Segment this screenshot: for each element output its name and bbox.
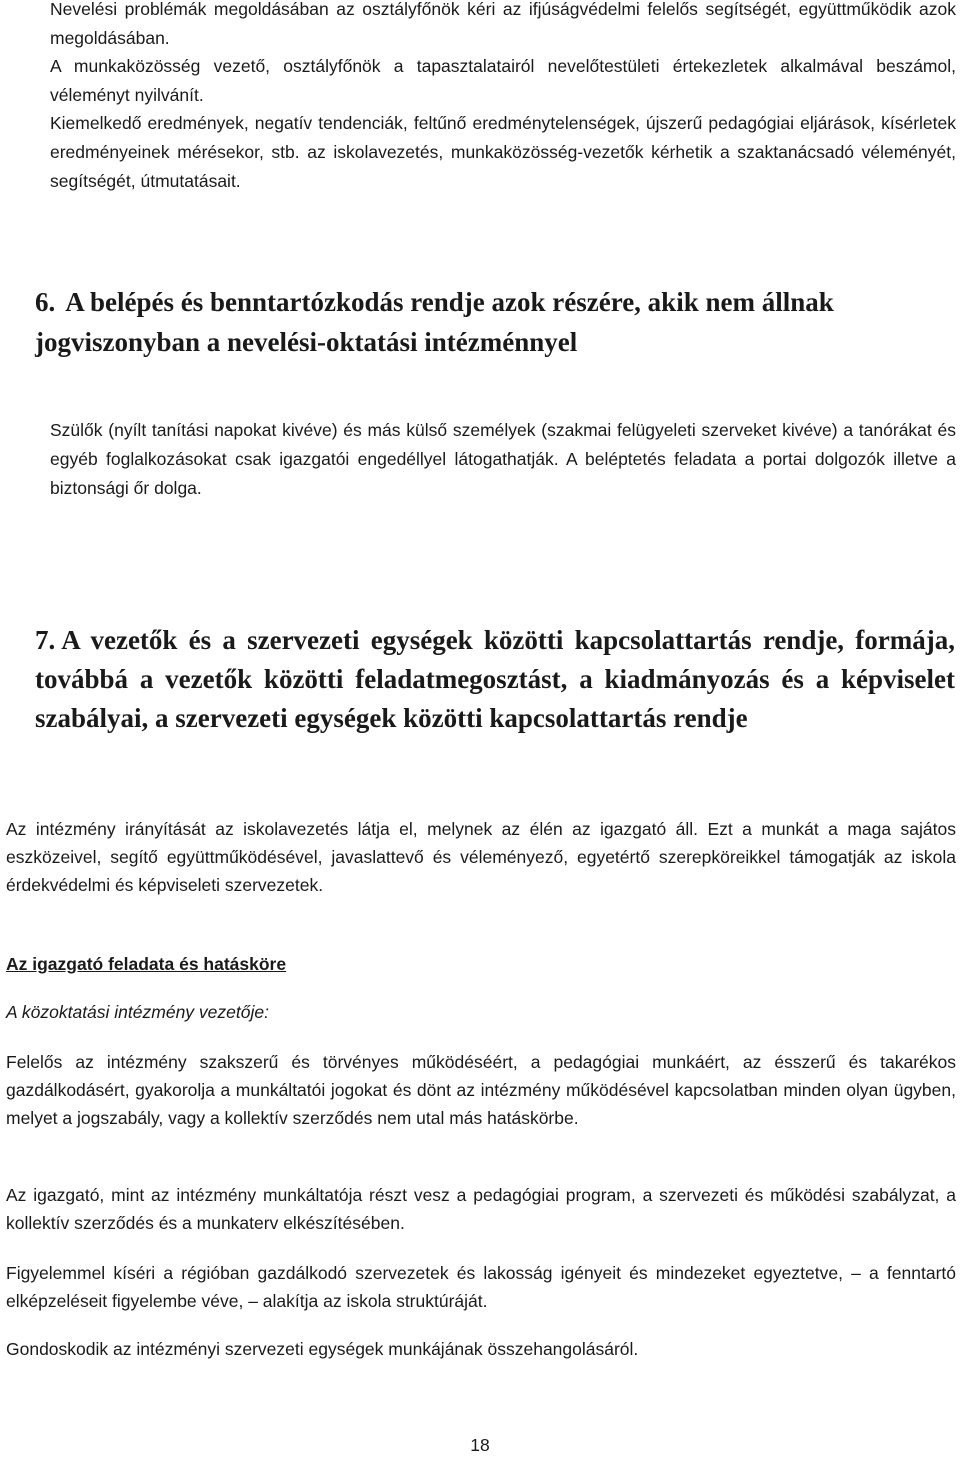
page-number: 18 <box>470 1435 490 1455</box>
section-7-intro <box>6 815 956 899</box>
director-paragraph-4-block <box>6 1335 956 1363</box>
intro-paragraph-1: Nevelési problémák megoldásában az osztályfőnök kéri az ifjúságvédelmi felelős segítségét, együttműködik azok megoldásában. <box>50 0 956 48</box>
section-6-body <box>50 416 956 503</box>
section-7-heading <box>35 621 955 738</box>
director-paragraph-3-block <box>6 1259 956 1315</box>
intro-paragraph-2: A munkaközösség vezető, osztályfőnök a tapasztalatairól nevelőtestületi értekezletek alkalmával beszámol, véleményt nyilvánít. <box>50 56 956 105</box>
section-7-number: 7. <box>35 625 56 655</box>
director-subheading: Az igazgató feladata és hatásköre <box>6 954 287 974</box>
section-6-title: A belépés és benntartózkodás rendje azok részére, akik nem állnak jogviszonyban a nevelési-oktatási intézménnyel <box>35 287 834 357</box>
intro-paragraphs <box>50 0 956 195</box>
section-7-title: A vezetők és a szervezeti egységek közötti kapcsolattartás rendje, formája, továbbá a vezetők közötti feladatmegosztást, a kiadmányozás és a képviselet szabályai, a szervezeti egységek közötti kapcsolattartás rendje <box>35 625 955 733</box>
director-paragraph-3: Figyelemmel kíséri a régióban gazdálkodó szervezetek és lakosság igényeit és mindezeket egyeztetve, – a fenntartó elképzeléseit figyelembe véve, – alakítja az iskola struktúráját. <box>6 1263 956 1311</box>
section-6-heading <box>35 282 955 362</box>
director-paragraph-1: Felelős az intézmény szakszerű és törvényes működéséért, a pedagógiai munkáért, az ésszerű és takarékos gazdálkodásért, gyakorolja a munkáltatói jogokat és dönt az intézmény működésével kapcsolatban minden olyan ügyben, melyet a jogszabály, vagy a kollektív szerződés nem utal más hatáskörbe. <box>6 1052 956 1128</box>
intro-paragraph-3: Kiemelkedő eredmények, negatív tendenciák, feltűnő eredménytelenségek, újszerű pedagógiai eljárások, kísérletek eredményeinek mérésekor, stb. az iskolavezetés, munkaközösség-vezetők kérhetik a szaktanácsadó véleményét, segítségét, útmutatásait. <box>50 113 956 191</box>
director-paragraph-4: Gondoskodik az intézményi szervezeti egységek munkájának összehangolásáról. <box>6 1339 639 1359</box>
director-paragraph-2-block <box>6 1181 956 1237</box>
section-7-paragraph: Az intézmény irányítását az iskolavezetés látja el, melynek az élén az igazgató áll. Ezt a munkát a maga sajátos eszközeivel, segítő együttműködésével, javaslattevő és véleményező, egyetértő szerepköreikkel támogatják az iskola érdekvédelmi és képviseleti szervezetek. <box>6 819 956 895</box>
section-6-paragraph: Szülők (nyílt tanítási napokat kivéve) és más külső személyek (szakmai felügyeleti szerveket kivéve) a tanórákat és egyéb foglalkozásokat csak igazgatói engedéllyel látogathatják. A beléptetés feladata a portai dolgozók illetve a biztonsági őr dolga. <box>50 420 956 498</box>
director-paragraph-2: Az igazgató, mint az intézmény munkáltatója részt vesz a pedagógiai program, a szervezeti és működési szabályzat, a kollektív szerződés és a munkaterv elkészítésében. <box>6 1185 956 1233</box>
director-italic-label: A közoktatási intézmény vezetője: <box>6 1002 269 1022</box>
section-6-number: 6. <box>35 287 56 317</box>
director-paragraph-1-block <box>6 1048 956 1132</box>
